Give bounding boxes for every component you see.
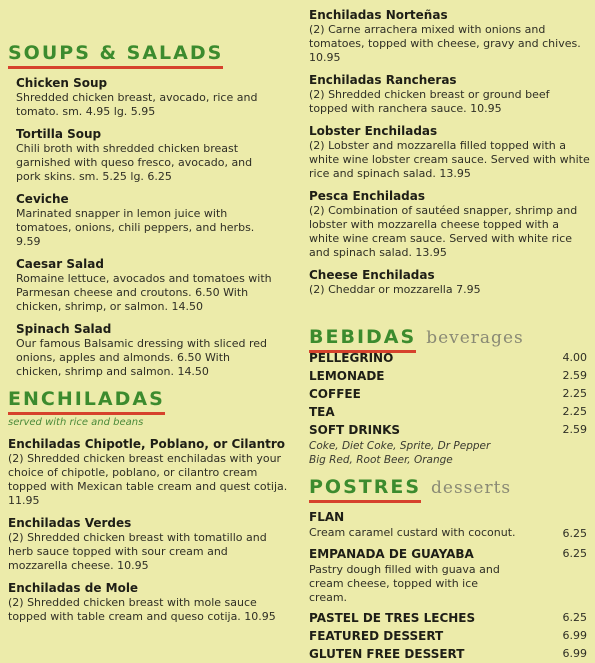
enchiladas-note: served with rice and beans — [8, 417, 144, 428]
item-name: Enchiladas Rancheras — [309, 73, 457, 87]
item-desc: (2) Shredded chicken breast or ground beef topped with ranchera sauce. 10.95 — [309, 88, 550, 115]
price-row — [309, 349, 587, 367]
price-row — [309, 545, 587, 563]
item-name: Enchiladas Norteñas — [309, 8, 448, 22]
price-row — [309, 508, 587, 526]
bebidas-title: BEBIDAS — [309, 326, 416, 353]
item-desc: (2) Carne arrachera mixed with onions and tomatoes, topped with cheese, gravy and chives. 10.95 — [309, 23, 581, 64]
item-desc: Cream caramel custard with coconut. — [309, 526, 516, 539]
item-desc: (2) Shredded chicken breast with tomatillo and herb sauce topped with sour cream and mozzarella cheese. 10.95 — [8, 531, 267, 572]
item-price: 4.00 — [562, 351, 587, 364]
item-desc: Marinated snapper in lemon juice with tomatoes, onions, chili peppers, and herbs. 9.59 — [16, 207, 255, 248]
price-row — [309, 526, 587, 541]
item-desc: (2) Shredded chicken breast enchiladas with your choice of chipotle, poblano, or cilantro cream topped with Mexican table cream and quest cotija. 11.95 — [8, 452, 288, 507]
item-name: Cheese Enchiladas — [309, 268, 435, 282]
menu-item — [8, 581, 290, 624]
soft-drinks-note: Big Red, Root Beer, Orange — [309, 454, 453, 466]
item-name: COFFEE — [309, 387, 361, 401]
price-row — [309, 403, 587, 421]
menu-item — [16, 127, 278, 184]
menu-item — [8, 437, 290, 508]
price-row — [309, 645, 587, 663]
item-desc: (2) Lobster and mozzarella filled topped with a white wine lobster cream sauce. Served with white rice and spinach salad. 13.95 — [309, 139, 590, 180]
item-desc: (2) Shredded chicken breast with mole sauce topped with table cream and queso cotija. 10.95 — [8, 596, 276, 623]
item-name: PASTEL DE TRES LECHES — [309, 611, 476, 625]
menu-item — [309, 189, 591, 260]
menu-item — [16, 76, 278, 119]
price-row — [309, 367, 587, 385]
item-name: LEMONADE — [309, 369, 385, 383]
item-price: 2.59 — [562, 423, 587, 436]
price-row — [309, 627, 587, 645]
postres-title: POSTRES — [309, 476, 421, 503]
item-price: 6.99 — [562, 629, 587, 642]
enchiladas-title: ENCHILADAS — [8, 388, 165, 415]
postres-section — [309, 476, 591, 503]
item-name: Chicken Soup — [16, 76, 108, 90]
item-name: Enchiladas de Mole — [8, 581, 139, 595]
price-row — [309, 385, 587, 403]
menu-item — [309, 73, 591, 116]
soft-drinks-note: Coke, Diet Coke, Sprite, Dr Pepper — [309, 440, 491, 452]
item-price: 2.59 — [562, 369, 587, 382]
menu-item — [16, 192, 278, 249]
menu-item — [309, 8, 591, 65]
item-desc: Shredded chicken breast, avocado, rice and tomato. sm. 4.95 lg. 5.95 — [16, 91, 258, 118]
item-name: PELLEGRINO — [309, 351, 394, 365]
menu-item — [309, 124, 591, 181]
item-name: FEATURED DESSERT — [309, 629, 444, 643]
item-price: 6.99 — [562, 647, 587, 660]
item-price: 2.25 — [562, 405, 587, 418]
item-desc: Chili broth with shredded chicken breast garnished with queso fresco, avocado, and pork skins. sm. 5.25 lg. 6.25 — [16, 142, 253, 183]
item-name: EMPANADA DE GUAYABA — [309, 547, 474, 561]
item-price: 6.25 — [562, 527, 587, 540]
item-desc: Romaine lettuce, avocados and tomatoes with Parmesan cheese and croutons. 6.50 With chicken, shrimp, or salmon. 14.50 — [16, 272, 272, 313]
item-name: Tortilla Soup — [16, 127, 102, 141]
menu-item — [309, 268, 591, 297]
item-desc: Our famous Balsamic dressing with sliced red onions, apples and almonds. 6.50 With chicken, shrimp and salmon. 14.50 — [16, 337, 268, 378]
item-name: Enchiladas Chipotle, Poblano, or Cilantro — [8, 437, 286, 451]
item-name: GLUTEN FREE DESSERT — [309, 647, 465, 661]
enchiladas-list — [8, 437, 290, 632]
menu-item — [16, 257, 278, 314]
postres-subtitle: desserts — [431, 478, 512, 498]
enchiladas-section — [8, 388, 165, 428]
menu-item — [8, 516, 290, 573]
item-desc: (2) Cheddar or mozzarella 7.95 — [309, 283, 481, 296]
item-price: 6.25 — [562, 547, 587, 560]
postres-list — [309, 508, 587, 663]
item-name: Pesca Enchiladas — [309, 189, 426, 203]
item-desc: (2) Combination of sautéed snapper, shrimp and lobster with mozzarella cheese topped with a white wine cream sauce. Served with white rice and spinach salad. 13.95 — [309, 204, 578, 259]
item-name: SOFT DRINKS — [309, 423, 401, 437]
item-price: 6.25 — [562, 611, 587, 624]
item-name: Lobster Enchiladas — [309, 124, 438, 138]
item-name: Enchiladas Verdes — [8, 516, 132, 530]
item-price: 2.25 — [562, 387, 587, 400]
item-name: Ceviche — [16, 192, 69, 206]
soups-list — [16, 76, 278, 387]
price-row — [309, 609, 587, 627]
bebidas-list — [309, 349, 587, 467]
bebidas-subtitle: beverages — [426, 328, 524, 348]
item-name: Spinach Salad — [16, 322, 112, 336]
menu-item — [16, 322, 278, 379]
enchiladas-more-list — [309, 8, 591, 305]
price-row — [309, 421, 587, 439]
item-name: Caesar Salad — [16, 257, 104, 271]
soups-title: SOUPS & SALADS — [8, 42, 223, 69]
soups-section — [8, 42, 223, 69]
item-desc: Pastry dough filled with guava and cream cheese, topped with ice cream. — [309, 563, 500, 604]
item-name: FLAN — [309, 510, 345, 524]
item-name: TEA — [309, 405, 335, 419]
